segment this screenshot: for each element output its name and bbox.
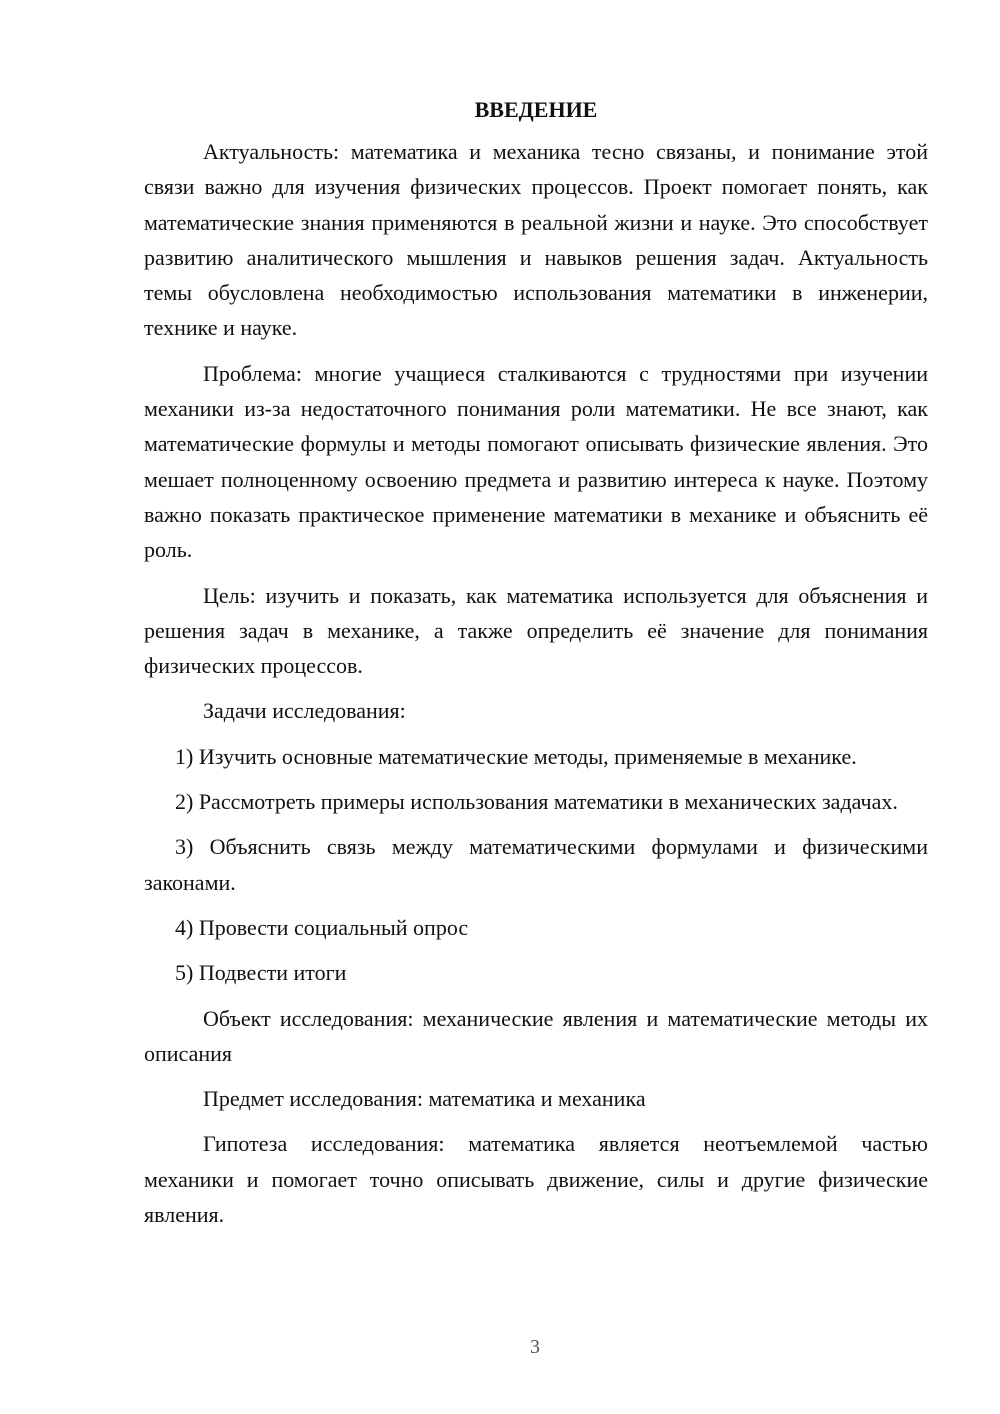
paragraph-problem: Проблема: многие учащиеся сталкиваются с трудностями при изучении механики из-за недостаточного понимания роли математики. Не все знают, как математические формулы и методы помогают описывать физические явления. Это мешает полноценному освоению предмета и развитию интереса к науке. Поэтому важно показать практическое применение математики в механике и объяснить её роль. xyxy=(144,360,928,563)
paragraph-subject: Предмет исследования: математика и механика xyxy=(203,1086,646,1112)
task-item-5: 5) Подвести итоги xyxy=(175,960,347,986)
task-item-3: 3) Объяснить связь между математическими формулами и физическими законами. xyxy=(144,834,928,895)
paragraph-hypothesis: Гипотеза исследования: математика является неотъемлемой частью механики и помогает точно описывать движение, силы и другие физические явления. xyxy=(144,1131,928,1228)
task-item-2: 2) Рассмотреть примеры использования математики в механических задачах. xyxy=(175,789,898,815)
section-heading: ВВЕДЕНИЕ xyxy=(474,97,598,122)
page-content xyxy=(144,92,928,1232)
paragraph-goal: Цель: изучить и показать, как математика используется для объяснения и решения задач в механике, а также определить её значение для понимания физических процессов. xyxy=(144,582,928,679)
paragraph-tasks-heading: Задачи исследования: xyxy=(203,698,406,724)
paragraph-object: Объект исследования: механические явления и математические методы их описания xyxy=(144,1005,928,1066)
page-number: 3 xyxy=(530,1336,540,1358)
paragraph-relevance: Актуальность: математика и механика тесно связаны, и понимание этой связи важно для изучения физических процессов. Проект помогает понять, как математические знания применяются в реальной жизни и науке. Это способствует развитию аналитического мышления и навыков решения задач. Актуальность темы обусловлена необходимостью использования математики в инженерии, технике и науке. xyxy=(144,139,928,341)
task-item-1: 1) Изучить основные математические методы, применяемые в механике. xyxy=(175,743,857,769)
task-item-4: 4) Провести социальный опрос xyxy=(175,914,469,940)
